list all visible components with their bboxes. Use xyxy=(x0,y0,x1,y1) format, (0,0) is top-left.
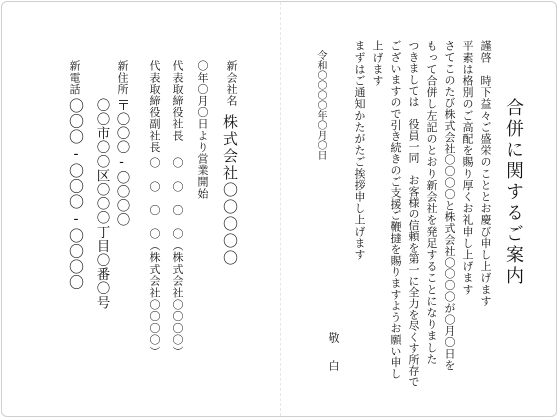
body-line-3: さてこのたび株式会社〇〇〇〇と株式会社〇〇〇〇が〇月〇日を xyxy=(443,40,456,371)
letter-title: 合併に関するご案内 xyxy=(503,98,524,287)
letter-closing: 敬 白 xyxy=(327,332,340,374)
company-name: 株式会社〇〇〇〇〇 xyxy=(221,114,239,267)
body-line-5: つきましては 役員一同 お客様の信頼を第一に全力を尽くす所存で xyxy=(407,40,420,388)
rep2-name: 〇 〇 〇 〇（株式会社〇〇〇〇） xyxy=(148,157,161,358)
body-line-2: 平素は格別のご高配を賜り厚くお礼申し上げます xyxy=(461,40,474,296)
body-line-7: 上げます xyxy=(371,40,384,87)
body-line-6: ございますので引き続きのご支援ご鞭撻を賜りますようお願い申し xyxy=(389,40,402,379)
body-line-4: もって合併し左記のとおり新会社を発足することになりました xyxy=(425,40,438,365)
rep1-name: 〇 〇 〇 〇（株式会社〇〇〇〇） xyxy=(171,157,184,358)
center-fold xyxy=(280,2,281,416)
phone-number: 〇〇〇-〇〇〇-〇〇〇〇 xyxy=(67,98,85,290)
rep2-label: 代表取締役副社長 xyxy=(148,60,161,153)
phone-label: 新電話 xyxy=(68,60,81,95)
address: 〇〇市〇〇区〇〇〇丁目〇番〇号 xyxy=(93,98,110,310)
address-label: 新住所 xyxy=(116,60,129,95)
start-date: 〇年〇月〇日より営業開始 xyxy=(196,60,209,200)
postal-code: 〒〇〇〇-〇〇〇〇 xyxy=(113,98,130,227)
body-line-1: 謹啓 時下益々ご盛栄のこととお慶び申し上げます xyxy=(479,40,492,307)
company-label: 新会社名 xyxy=(225,60,238,107)
rep1-label: 代表取締役社長 xyxy=(171,60,184,142)
letter-date: 令和〇〇〇〇年〇月〇日 xyxy=(315,50,326,160)
body-line-8: まずはご通知かたがたご挨拶申し上げます xyxy=(353,40,366,261)
